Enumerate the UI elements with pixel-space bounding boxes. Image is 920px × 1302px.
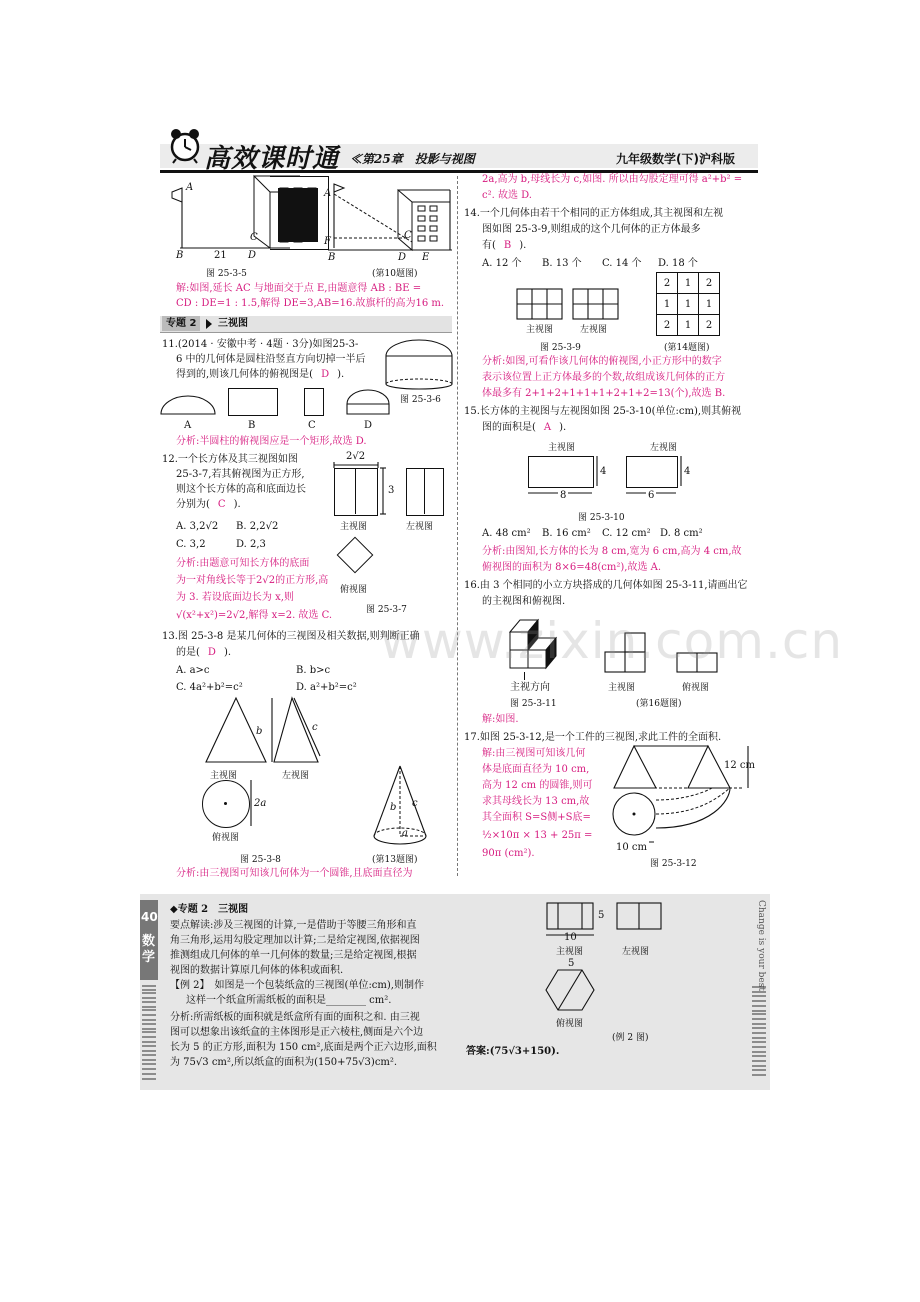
label-b-front: b: [256, 726, 263, 737]
q11-option-b-shape: [228, 388, 278, 416]
q11-option-b: B: [248, 420, 256, 431]
label-b-cone: b: [390, 802, 397, 813]
analysis-13-line3: c². 故选 D.: [482, 190, 532, 201]
bottom-p1-line3: 推测组成几何体的单一几何体的数量;三是给定视图,根据: [170, 950, 417, 961]
left-view-12: [406, 468, 444, 516]
dim-line-3: [380, 468, 386, 516]
q11-stem: 得到的,则该几何体的俯视图是(: [176, 369, 314, 380]
q11-end: ).: [337, 369, 345, 380]
label-c-left-view: c: [312, 722, 318, 733]
barcode-strip: [142, 984, 156, 1084]
q15-option-d: D. 8 cm²: [660, 528, 703, 539]
example2-line1: 【例 2】 如图是一个包装纸盒的三视图(单位:cm),则制作: [170, 980, 424, 991]
label-10cm: 10 cm: [616, 842, 647, 853]
grid-14-cell: 1: [678, 273, 699, 294]
q11-option-a: A: [184, 420, 192, 431]
analysis-12-line3: 为 3. 若设底面边长为 x,则: [176, 592, 294, 603]
solution-17-line2: 体是底面直径为 10 cm,: [482, 764, 590, 775]
analysis-14-line3: 体最多有 2+1+2+1+1+1+2+1+2=13(个),故选 B.: [482, 388, 726, 399]
q11-line2: 6 中的几何体是圆柱沿竖直方向切掉一半后: [176, 354, 366, 365]
q11-option-c-shape: [304, 388, 324, 416]
left-view-15: [626, 456, 678, 488]
q12-option-d: D. 2,3: [236, 539, 266, 550]
q15-option-b: B. 16 cm²: [542, 528, 591, 539]
caption-left-view-12: 左视图: [406, 522, 434, 532]
example2-line2: 这样一个纸盒所需纸板的面积是________ cm².: [186, 995, 392, 1006]
q12-option-b: B. 2,2√2: [236, 521, 279, 532]
caption-front-view-13: 主视图: [210, 771, 238, 781]
label-F: F: [324, 236, 331, 247]
building-windows-grid-left: [280, 188, 320, 242]
caption-fig-10: (第10题图): [372, 269, 418, 279]
topic-tag: 专题 2: [162, 316, 200, 331]
q14-end: ).: [519, 240, 527, 251]
caption-fig-25-3-11: 图 25-3-11: [510, 699, 557, 709]
analysis-14-line2: 表示该位置上正方体最多的个数,故组成该几何体的正方: [482, 372, 726, 383]
q15-option-a: A. 48 cm²: [482, 528, 531, 539]
caption-example2-top: 俯视图: [556, 1019, 584, 1029]
q15-option-c: C. 12 cm²: [602, 528, 651, 539]
topic-title: 三视图: [218, 318, 248, 329]
label-a-cone: a: [402, 828, 408, 839]
q13-answer: D: [207, 647, 216, 658]
caption-example2-left: 左视图: [622, 947, 650, 957]
solution-17-line6: ½×10π × 13 + 25π =: [482, 830, 593, 841]
header-logo: 高效课时通: [204, 144, 340, 174]
figure-13-cone: [370, 764, 430, 854]
caption-left-view-14-label: 左视图: [580, 325, 608, 335]
left-view-14: [572, 288, 620, 322]
column-divider: [457, 176, 458, 876]
front-view-12: [334, 468, 378, 516]
q14-answer: B: [503, 240, 512, 251]
caption-example2-figure: (例 2 图): [612, 1033, 649, 1043]
left-view-13-triangle: [272, 696, 332, 766]
q15-stem: 图的面积是(: [482, 422, 536, 433]
front-view-12-mid: [355, 468, 356, 514]
solution-16: 解:如图.: [482, 714, 519, 725]
grid-14-cell: 1: [678, 315, 699, 336]
label-5-side: 5: [568, 958, 575, 969]
example2-analysis-line1: 分析:所需纸板的面积就是纸盒所有面的面积之和. 由三视: [170, 1012, 420, 1023]
q13-line2: [176, 645, 231, 660]
q11-option-c: C: [308, 420, 316, 431]
label-8: 8: [560, 490, 567, 501]
q11-answer: D: [321, 369, 330, 380]
analysis-12-line4: √(x²+x²)=2√2,解得 x=2. 故选 C.: [176, 610, 333, 621]
label-C-left: C: [250, 232, 258, 243]
front-view-15: [528, 456, 594, 488]
q11-option-d: D: [364, 420, 373, 431]
caption-fig-16: (第16题图): [636, 699, 682, 709]
caption-fig-25-3-10: 图 25-3-10: [578, 513, 625, 523]
q12-line4: [176, 497, 241, 512]
label-12cm: 12 cm: [724, 760, 755, 771]
caption-front-view-15: 主视图: [548, 443, 576, 453]
analysis-12-line1: 分析:由题意可知长方体的底面: [176, 558, 310, 569]
header-bar: [160, 126, 758, 174]
q14-option-d: D. 18 个: [658, 258, 698, 269]
solution-17-line1: 解:由三视图可知该几何: [482, 748, 586, 759]
label-2a: 2a: [254, 798, 267, 809]
analysis-13-line1: 分析:由三视图可知该几何体为一个圆锥,且底面直径为: [176, 868, 413, 879]
alarm-clock-icon: [168, 128, 202, 164]
label-E: E: [422, 252, 430, 263]
label-21: 21: [214, 250, 227, 261]
q15-line2: [482, 420, 566, 435]
label-4b: 4: [684, 466, 691, 477]
label-D-left: D: [248, 250, 257, 261]
caption-answer-16-front: 主视图: [608, 683, 636, 693]
q13-option-c: C. 4a²+b²=c²: [176, 682, 243, 693]
bottom-p1-line1: 要点解读:涉及三视图的计算,一是借助于等腰三角形和直: [170, 920, 417, 931]
grid-14-cell: 2: [699, 273, 720, 294]
caption-left-view-13: 左视图: [282, 771, 310, 781]
margin-text: Change is your best: [756, 900, 766, 991]
solution-10-line1: 解:如图,延长 AC 与地面交于点 E,由题意得 AB : BE =: [176, 283, 422, 294]
example2-top-view-hexagon: [546, 968, 596, 1014]
front-view-13-triangle: [204, 696, 274, 766]
label-front-direction: 主视方向: [510, 682, 550, 693]
caption-front-view-14-label: 主视图: [526, 325, 554, 335]
analysis-12-line2: 为一对角线长等于2√2的正方形,高: [176, 575, 329, 586]
example2-answer: 答案:(75√3+150).: [466, 1046, 560, 1057]
building-windows-grid-right: [418, 206, 448, 250]
grid-14: [656, 272, 722, 338]
q16-line1: 16.由 3 个相同的小立方块搭成的几何体如图 25-3-11,请画出它: [464, 580, 748, 591]
solution-17-line4: 求其母线长为 13 cm,故: [482, 796, 590, 807]
analysis-14-line1: 分析:如图,可看作该几何体的俯视图,小正方形中的数字: [482, 356, 722, 367]
caption-fig-25-3-7: 图 25-3-7: [366, 605, 407, 615]
grid-14-cell: 2: [657, 315, 678, 336]
label-10: 10: [564, 932, 577, 943]
caption-fig-25-3-12: 图 25-3-12: [650, 859, 697, 869]
caption-top-view-13: 俯视图: [212, 833, 240, 843]
q15-end: ).: [559, 422, 567, 433]
caption-fig-25-3-8: 图 25-3-8: [240, 855, 281, 865]
q14-line1: 14.一个几何体由若干个相同的正方体组成,其主视图和左视: [464, 208, 724, 219]
grid-14-table: [656, 272, 720, 336]
analysis-15-line1: 分析:由图知,长方体的长为 8 cm,宽为 6 cm,高为 4 cm,故: [482, 546, 742, 557]
arrow-front-direction-icon: [524, 672, 525, 680]
q14-stem: 有(: [482, 240, 496, 251]
q12-option-c: C. 3,2: [176, 539, 206, 550]
grid-14-cell: 1: [678, 294, 699, 315]
q12-stem: 分别为(: [176, 499, 210, 510]
label-3: 3: [388, 485, 395, 496]
grid-14-row: [657, 315, 720, 336]
label-B-left: B: [176, 250, 184, 261]
q11-option-d-shape: [346, 390, 390, 416]
q12-end: ).: [233, 499, 241, 510]
caption-fig-25-3-5: 图 25-3-5: [206, 269, 247, 279]
example2-analysis-line3: 长为 5 的正方形,面积为 150 cm²,底面是两个正六边形,面积: [170, 1042, 437, 1053]
q12-option-a: A. 3,2√2: [176, 521, 219, 532]
solution-17-line3: 高为 12 cm 的圆锥,则可: [482, 780, 593, 791]
q14-option-a: A. 12 个: [482, 258, 522, 269]
caption-answer-16-top: 俯视图: [682, 683, 710, 693]
caption-front-view-12: 主视图: [340, 522, 368, 532]
header-grade: 九年级数学(下)沪科版: [616, 152, 735, 166]
grid-14-row: [657, 273, 720, 294]
grid-14-cell: 1: [657, 294, 678, 315]
left-view-12-mid: [424, 468, 425, 514]
q12-line2: 25-3-7,若其俯视图为正方形,: [176, 469, 305, 480]
q14-line3: [482, 238, 526, 253]
topic-band: [160, 316, 452, 333]
example2-analysis-line4: 为 75√3 cm²,所以纸盒的面积为(150+75√3)cm².: [170, 1057, 398, 1068]
example2-front-view: [546, 902, 596, 932]
analysis-11: 分析:半圆柱的俯视图应是一个矩形,故选 D.: [176, 436, 367, 447]
top-view-12-diamond: [337, 537, 374, 574]
label-C-right: C: [404, 230, 412, 241]
q15-line1: 15.长方体的主视图与左视图如图 25-3-10(单位:cm),则其俯视: [464, 406, 742, 417]
topic-arrow-icon: [206, 319, 212, 329]
label-2root2: 2√2: [346, 451, 366, 462]
label-B-right: B: [328, 252, 336, 263]
analysis-15-line2: 俯视图的面积为 8×6=48(cm²),故选 A.: [482, 562, 662, 573]
q13-option-b: B. b>c: [296, 665, 331, 676]
grid-14-row: [657, 294, 720, 315]
label-6: 6: [648, 490, 655, 501]
caption-fig-13: (第13题图): [372, 855, 418, 865]
label-5-height: 5: [598, 910, 605, 921]
q11-line3: [176, 367, 344, 382]
q13-option-a: A. a>c: [176, 665, 210, 676]
solution-17-line7: 90π (cm²).: [482, 848, 535, 859]
label-4a: 4: [600, 466, 607, 477]
q12-line1: 12.一个长方体及其三视图如图: [162, 454, 298, 465]
solution-17-line5: 其全面积 S=S侧+S底=: [482, 812, 591, 823]
caption-fig-25-3-6: 图 25-3-6: [400, 395, 441, 405]
q13-end: ).: [223, 647, 232, 658]
example2-left-view: [616, 902, 664, 932]
q11-option-a-shape: [160, 396, 216, 416]
bottom-p1-line4: 视图的数据计算原几何体的体积或面积.: [170, 965, 344, 976]
example2-analysis-line2: 图可以想象出该纸盒的主体图形是正六棱柱,侧面是六个边: [170, 1027, 424, 1038]
caption-top-view-12: 俯视图: [340, 585, 368, 595]
q11-line1: 11.(2014 · 安徽中考 · 4题 · 3分)如图25-3-: [162, 339, 359, 350]
label-c-cone: c: [412, 798, 418, 809]
q14-option-b: B. 13 个: [542, 258, 582, 269]
page-number: 40: [141, 910, 158, 924]
q13-option-d: D. a²+b²=c²: [296, 682, 357, 693]
top-view-13-center: [224, 802, 227, 805]
label-A-left: A: [186, 182, 194, 193]
caption-fig-25-3-9: 图 25-3-9: [540, 343, 581, 353]
q13-line1: 13.图 25-3-8 是某几何体的三视图及相关数据,则判断正确: [162, 631, 420, 642]
q17-line1: 17.如图 25-3-12,是一个工件的三视图,求此工件的全面积.: [464, 732, 722, 743]
grid-14-cell: 1: [699, 294, 720, 315]
caption-left-view-15: 左视图: [650, 443, 678, 453]
figure-25-3-6-half-cylinder: [384, 338, 454, 388]
caption-example2-front: 主视图: [556, 947, 584, 957]
q14-line2: 图如图 25-3-9,则组成的这个几何体的正方体最多: [482, 224, 701, 235]
grid-14-cell: 2: [657, 273, 678, 294]
label-A-right: A: [324, 188, 332, 199]
q13-stem: 的是(: [176, 647, 200, 658]
grid-14-cell: 2: [699, 315, 720, 336]
analysis-13-line2: 2a,高为 b,母线长为 c,如图. 所以由勾股定理可得 a²+b² =: [482, 174, 743, 185]
front-view-14: [516, 288, 564, 322]
q16-line2: 的主视图和俯视图.: [482, 596, 566, 607]
q12-answer: C: [217, 499, 226, 510]
caption-fig-14: (第14题图): [664, 343, 710, 353]
header-chapter: ≪第25章 投影与视图: [350, 152, 475, 166]
label-D-right: D: [398, 252, 407, 263]
q14-option-c: C. 14 个: [602, 258, 642, 269]
watermark: www.zixin.com.cn: [380, 612, 844, 670]
bottom-heading: ◆专题 2 三视图: [170, 904, 249, 915]
barcode-strip-right: [752, 984, 766, 1084]
q15-answer: A: [543, 422, 552, 433]
side-label: 数学: [142, 934, 156, 965]
bottom-p1-line2: 角三角形,运用勾股定理加以计算;二是给定视图,依据视图: [170, 935, 420, 946]
q12-line3: 则这个长方体的高和底面边长: [176, 484, 306, 495]
solution-10-line2: CD : DE=1 : 1.5,解得 DE=3,AB=16.故旗杆的高为16 m.: [176, 298, 445, 309]
